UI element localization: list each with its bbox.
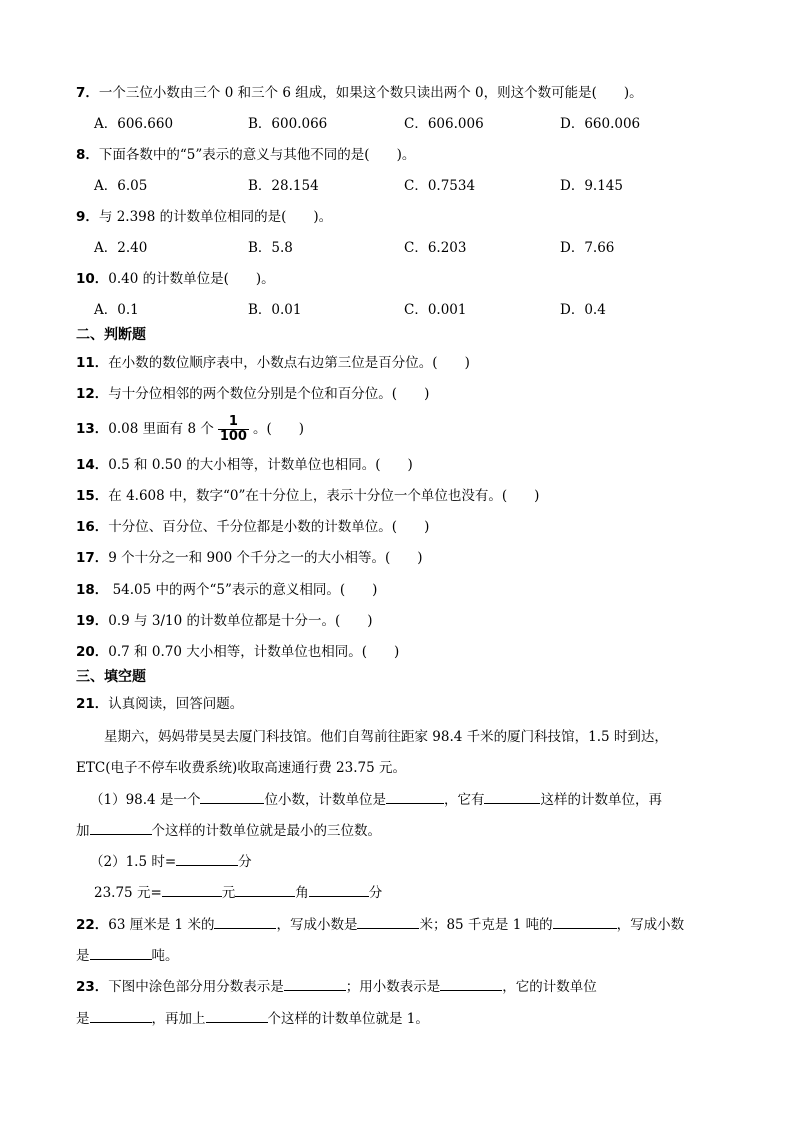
section-heading-judge: 二、判断题 [76,327,146,343]
option-b[interactable]: B．5.8 [248,240,293,256]
question-number: 8． [76,147,99,163]
answer-blank[interactable] [200,789,264,804]
question-number: 12． [76,386,109,402]
answer-blank[interactable] [357,914,419,929]
question-14 [76,455,413,475]
answer-blank[interactable] [176,851,238,866]
option-d[interactable]: D．7.66 [560,240,615,256]
question-number: 21． [76,696,109,712]
question-number: 19． [76,613,109,629]
question-text: 一个三位小数由三个 0 和三个 6 组成，如果这个数只读出两个 0，则这个数可能是( )。 [98,85,643,101]
question-number: 23． [76,979,109,995]
question-9 [76,207,332,227]
text: ，写成小数是 [276,917,358,933]
answer-blank[interactable] [90,945,152,960]
answer-blank[interactable] [484,789,540,804]
answer-blank[interactable] [284,976,346,991]
question-number: 11． [76,355,109,371]
answer-blank[interactable] [553,914,617,929]
question-8 [76,145,415,165]
question-number: 14． [76,457,109,473]
answer-blank[interactable] [309,882,369,897]
question-text: 0.08 里面有 8 个 [108,421,214,437]
question-number: 10． [76,271,109,287]
text: 是 [76,1011,90,1027]
sub-question-1 [90,789,662,810]
question-text: 9 个十分之一和 900 个千分之一的大小相等。( ) [108,550,423,566]
text: 元 [221,885,236,901]
text: 位小数，计数单位是 [264,792,386,808]
sub-question-1-cont [76,820,381,841]
text: ，写成小数 [616,917,685,933]
question-22 [76,914,684,935]
fraction-numerator: 1 [218,415,249,430]
question-number: 20． [76,644,109,660]
text: 这样的计数单位，再 [540,792,662,808]
question-19 [76,611,373,631]
text: 63 厘米是 1 米的 [108,917,215,933]
question-text: 在 4.608 中，数字“0”在十分位上，表示十分位一个单位也没有。( ) [108,488,540,504]
fraction-denominator: 100 [219,429,247,444]
text: 分 [368,885,383,901]
option-c[interactable]: C．0.001 [404,302,467,318]
answer-blank[interactable] [162,882,222,897]
option-c[interactable]: C．6.203 [404,240,467,256]
question-23 [76,976,597,997]
question-18 [76,580,377,600]
question-text: 认真阅读，回答问题。 [108,696,244,712]
question-number: 15． [76,488,109,504]
option-c[interactable]: C．0.7534 [404,178,476,194]
question-10 [76,269,275,289]
option-a[interactable]: A．0.1 [94,302,139,318]
text: 米；85 千克是 1 吨的 [419,917,553,933]
sub-question-3 [94,882,382,903]
section-heading-fill: 三、填空题 [76,669,146,685]
option-b[interactable]: B．600.066 [248,116,328,132]
option-d[interactable]: D．9.145 [560,178,623,194]
option-b[interactable]: B．0.01 [248,302,302,318]
fraction [218,415,249,444]
text: 23.75 元= [94,885,162,901]
question-number: 7． [76,85,99,101]
question-number: 22． [76,917,109,933]
question-number: 18． [76,582,109,598]
text: ；用小数表示是 [345,979,441,995]
text: ，再加上 [151,1011,206,1027]
question-text: 与十分位相邻的两个数位分别是个位和百分位。( ) [108,386,430,402]
question-number: 16． [76,519,109,535]
option-a[interactable]: A．2.40 [94,240,148,256]
question-12 [76,384,429,404]
text: 分 [238,854,252,870]
reading-paragraph-line-2: ETC(电子不停车收费系统)收取高速通行费 23.75 元。 [76,760,406,776]
option-a[interactable]: A．6.05 [94,178,148,194]
text: 吨。 [151,948,179,964]
question-text-end: 。( ) [252,421,305,437]
text: 是 [76,948,90,964]
question-17 [76,548,423,568]
text: 个这样的计数单位就是 1。 [267,1011,429,1027]
question-22-cont [76,945,179,966]
text: ，它的计数单位 [502,979,597,995]
option-b[interactable]: B．28.154 [248,178,319,194]
question-text: 下面各数中的“5”表示的意义与其他不同的是( )。 [98,147,416,163]
question-text: 十分位、百分位、千分位都是小数的计数单位。( ) [108,519,430,535]
question-text: 54.05 中的两个“5”表示的意义相同。( ) [108,582,378,598]
answer-blank[interactable] [206,1008,268,1023]
question-20 [76,642,399,662]
question-text: 0.5 和 0.50 的大小相等，计数单位也相同。( ) [108,457,413,473]
question-number: 17． [76,550,109,566]
answer-blank[interactable] [235,882,295,897]
question-text: 0.7 和 0.70 大小相等，计数单位也相同。( ) [108,644,400,660]
question-21 [76,694,243,714]
question-13 [76,412,304,446]
text: 个这样的计数单位就是最小的三位数。 [151,823,381,839]
text: 加 [76,823,90,839]
answer-blank[interactable] [90,820,152,835]
question-16 [76,517,429,537]
question-number: 13． [76,421,109,437]
answer-blank[interactable] [214,914,276,929]
question-11 [76,353,470,373]
answer-blank[interactable] [90,1008,152,1023]
question-text: 与 2.398 的计数单位相同的是( )。 [98,209,333,225]
answer-blank[interactable] [440,976,502,991]
question-23-cont [76,1008,429,1029]
reading-paragraph-line-1: 星期六，妈妈带昊昊去厦门科技馆。他们自驾前往距家 98.4 千米的厦门科技馆，1.5 时到达， [104,729,668,745]
text: （1）98.4 是一个 [90,792,201,808]
question-number: 9． [76,209,99,225]
option-d[interactable]: D．0.4 [560,302,606,318]
question-text: 在小数的数位顺序表中，小数点右边第三位是百分位。( ) [108,355,470,371]
question-text: 0.9 与 3/10 的计数单位都是十分一。( ) [108,613,373,629]
option-a[interactable]: A．606.660 [94,116,174,132]
text: 角 [295,885,309,901]
question-text: 0.40 的计数单位是( )。 [108,271,275,287]
answer-blank[interactable] [386,789,444,804]
text: （2）1.5 时= [90,854,177,870]
question-7 [76,83,643,103]
text: ，它有 [443,792,485,808]
question-15 [76,486,539,506]
text: 下图中涂色部分用分数表示是 [108,979,284,995]
option-d[interactable]: D．660.006 [560,116,641,132]
option-c[interactable]: C．606.006 [404,116,484,132]
sub-question-2 [90,851,252,872]
